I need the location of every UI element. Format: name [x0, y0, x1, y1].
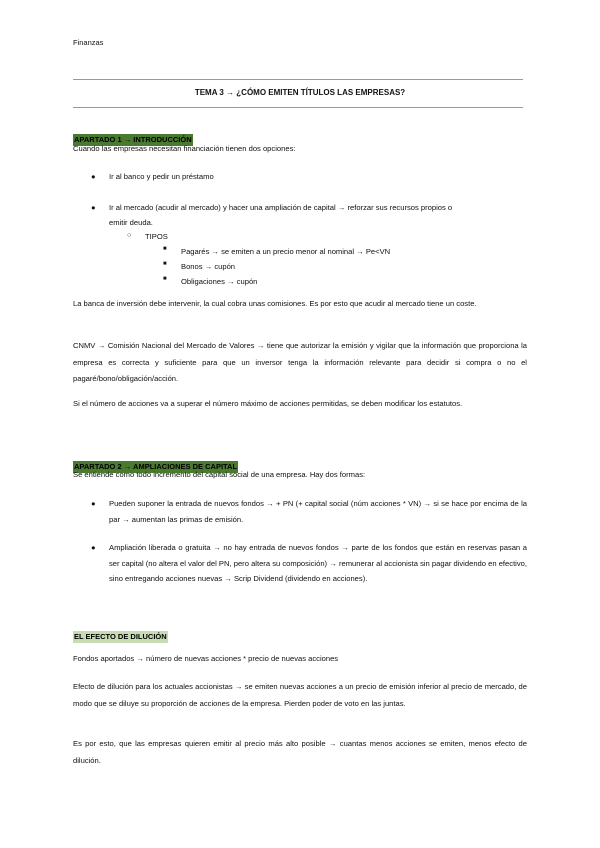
bullet-dot: ●: [91, 203, 96, 212]
section1-intro: Cuando las empresas necesitan financiación tienen dos opciones:: [73, 144, 296, 153]
bullet-dot: ●: [91, 499, 96, 508]
running-header: Finanzas: [73, 38, 104, 47]
section1-para3: Si el número de acciones va a superar el número máximo de acciones permitidas, se deben modificar los estatutos.: [73, 399, 463, 408]
square-bullet: ■: [163, 246, 167, 252]
tipos-label: TIPOS: [145, 232, 168, 241]
page-title: TEMA 3 → ¿CÓMO EMITEN TÍTULOS LAS EMPRESAS?: [194, 88, 406, 97]
section3-heading: EL EFECTO DE DILUCIÓN: [74, 632, 167, 641]
section2-bullet2: Ampliación liberada o gratuita → no hay entrada de nuevos fondos → parte de los fondos que están en reservas pasan a ser capital (no altera el valor del PN, pero altera su composición) → remunerar al accionista sin pagar dividendo en efectivo, sino entregando acciones nuevas → Scrip Dividend (dividendo en acciones).: [109, 543, 527, 583]
square-bullet: ■: [163, 276, 167, 282]
section1-bullet1: Ir al banco y pedir un préstamo: [109, 172, 214, 181]
section3-para2: Es por esto, que las empresas quieren emitir al precio más alto posible → cuantas menos acciones se emiten, menos efecto de dilución.: [73, 739, 527, 765]
section1-bullet2-line1: Ir al mercado (acudir al mercado) y hacer una ampliación de capital → reforzar sus recursos propios o: [109, 203, 453, 212]
section2-bullet1: Pueden suponer la entrada de nuevos fondos → + PN (+ capital social (núm acciones * VN) → si se hace por encima de la par → aumentan las primas de emisión.: [109, 499, 527, 524]
section3-formula: Fondos aportados → número de nuevas acciones * precio de nuevas acciones: [73, 654, 339, 663]
bullet-dot: ●: [91, 172, 96, 181]
tipos-item: Bonos → cupón: [181, 262, 236, 271]
section2-heading: APARTADO 2 → AMPLIACIONES DE CAPITAL: [74, 462, 238, 471]
section1-heading: APARTADO 1 → INTRODUCCIÓN: [74, 135, 192, 144]
title-rule-top: [73, 79, 523, 80]
circle-bullet: ○: [127, 232, 132, 239]
section2-intro: Se entiende como todo incremento del capital social de una empresa. Hay dos formas:: [73, 470, 366, 479]
section3-para1: Efecto de dilución para los actuales accionistas → se emiten nuevas acciones a un precio de emisión inferior al precio de mercado, de modo que se diluye su proporción de acciones de la empresa. Pierden poder de voto en las juntas.: [73, 682, 527, 708]
title-rule-bottom: [73, 107, 523, 108]
section1-bullet2-line2: emitir deuda.: [109, 218, 153, 227]
tipos-item: Pagarés → se emiten a un precio menor al nominal → Pe<VN: [181, 247, 391, 256]
square-bullet: ■: [163, 261, 167, 267]
bullet-dot: ●: [91, 543, 96, 552]
section1-para2: CNMV → Comisión Nacional del Mercado de Valores → tiene que autorizar la emisión y vigilar que la información que proporciona la empresa es correcta y suficiente para que un inversor tenga la información relevante para decidir si compra o no el pagaré/bono/obligación/acción.: [73, 341, 527, 383]
section1-para1: La banca de inversión debe intervenir, la cual cobra unas comisiones. Es por esto que acudir al mercado tiene un coste.: [73, 299, 477, 308]
tipos-item: Obligaciones → cupón: [181, 277, 258, 286]
